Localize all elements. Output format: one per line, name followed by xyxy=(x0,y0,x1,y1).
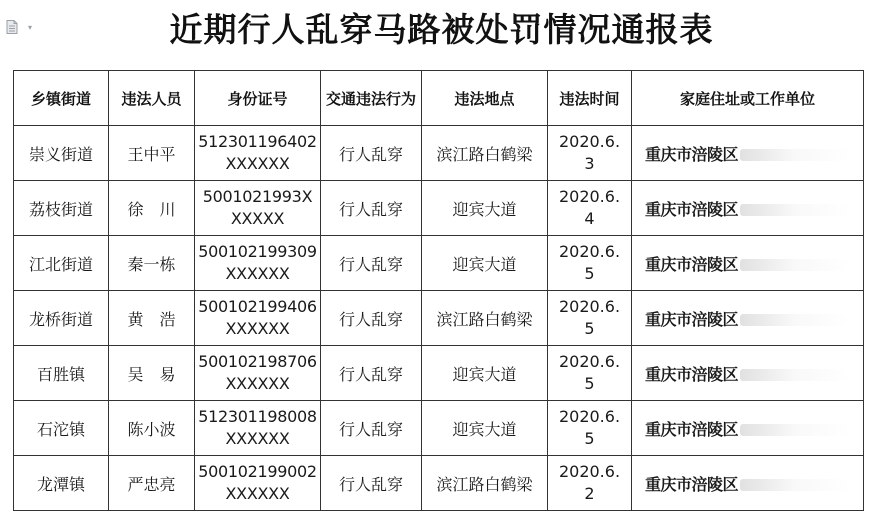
id-line-2: XXXXXX xyxy=(225,484,290,503)
redaction-blur xyxy=(740,424,850,436)
table-row xyxy=(14,346,864,401)
cell-location: 滨江路白鹤梁 xyxy=(422,291,548,346)
redaction-blur xyxy=(740,149,850,161)
id-line-2: XXXXXX xyxy=(225,319,290,338)
id-line-1: 512301198008 xyxy=(198,407,317,426)
cell-date xyxy=(548,126,632,181)
id-line-2: XXXXXX xyxy=(225,374,290,393)
unit-text: 重庆市涪陵区 xyxy=(644,199,738,219)
header-violator: 违法人员 xyxy=(109,71,195,126)
header-location: 违法地点 xyxy=(422,71,548,126)
id-line-1: 500102199002 xyxy=(198,462,317,481)
cell-id-number xyxy=(195,346,321,401)
cell-street: 崇义街道 xyxy=(14,126,109,181)
table-header xyxy=(14,71,864,126)
cell-behavior: 行人乱穿 xyxy=(321,346,422,401)
caret-down-icon[interactable]: ▾ xyxy=(28,23,33,32)
unit-text: 重庆市涪陵区 xyxy=(644,254,738,274)
cell-behavior: 行人乱穿 xyxy=(321,456,422,511)
unit-text: 重庆市涪陵区 xyxy=(644,474,738,494)
date-line-1: 2020.6. xyxy=(558,352,621,371)
cell-unit xyxy=(632,126,864,181)
date-line-2: 5 xyxy=(584,374,595,393)
cell-name: 吴 易 xyxy=(109,346,195,401)
cell-date xyxy=(548,291,632,346)
date-line-2: 3 xyxy=(584,154,595,173)
cell-id-number xyxy=(195,236,321,291)
unit-text: 重庆市涪陵区 xyxy=(644,144,738,164)
cell-location: 迎宾大道 xyxy=(422,401,548,456)
date-line-2: 5 xyxy=(584,319,595,338)
cell-unit xyxy=(632,401,864,456)
header-address-unit: 家庭住址或工作单位 xyxy=(632,71,864,126)
cell-date xyxy=(548,456,632,511)
cell-name: 黄 浩 xyxy=(109,291,195,346)
unit-text: 重庆市涪陵区 xyxy=(644,309,738,329)
date-line-1: 2020.6. xyxy=(558,297,621,316)
cell-id-number xyxy=(195,401,321,456)
cell-street: 石沱镇 xyxy=(14,401,109,456)
cell-id-number xyxy=(195,181,321,236)
redaction-blur xyxy=(740,204,850,216)
id-line-2: XXXXXX xyxy=(225,264,290,283)
id-line-1: 500102199309 xyxy=(198,242,317,261)
header-time: 违法时间 xyxy=(548,71,632,126)
date-line-2: 4 xyxy=(584,209,595,228)
table-row xyxy=(14,401,864,456)
id-line-1: 512301196402 xyxy=(198,132,317,151)
date-line-1: 2020.6. xyxy=(558,462,621,481)
date-line-2: 5 xyxy=(584,264,595,283)
id-line-2: XXXXXX xyxy=(225,429,290,448)
cell-date xyxy=(548,181,632,236)
header-id-number: 身份证号 xyxy=(195,71,321,126)
cell-street: 荔枝街道 xyxy=(14,181,109,236)
unit-text: 重庆市涪陵区 xyxy=(644,364,738,384)
cell-name: 严忠亮 xyxy=(109,456,195,511)
cell-location: 迎宾大道 xyxy=(422,346,548,401)
cell-behavior: 行人乱穿 xyxy=(321,236,422,291)
cell-name: 陈小波 xyxy=(109,401,195,456)
table-row xyxy=(14,236,864,291)
cell-location: 迎宾大道 xyxy=(422,236,548,291)
cell-street: 百胜镇 xyxy=(14,346,109,401)
cell-date xyxy=(548,401,632,456)
id-line-2: XXXXXX xyxy=(225,154,290,173)
date-line-1: 2020.6. xyxy=(558,187,621,206)
date-line-2: 5 xyxy=(584,429,595,448)
cell-unit xyxy=(632,236,864,291)
page-title: 近期行人乱穿马路被处罚情况通报表 xyxy=(169,10,714,49)
cell-unit xyxy=(632,291,864,346)
cell-behavior: 行人乱穿 xyxy=(321,291,422,346)
cell-unit xyxy=(632,456,864,511)
id-line-1: 500102198706 xyxy=(198,352,317,371)
cell-behavior: 行人乱穿 xyxy=(321,401,422,456)
cell-location: 滨江路白鹤梁 xyxy=(422,456,548,511)
cell-date xyxy=(548,346,632,401)
cell-name: 王中平 xyxy=(109,126,195,181)
redaction-blur xyxy=(740,314,850,326)
cell-id-number xyxy=(195,456,321,511)
cell-street: 龙桥街道 xyxy=(14,291,109,346)
header-row xyxy=(14,71,864,126)
table-body xyxy=(14,126,864,511)
redaction-blur xyxy=(740,369,850,381)
date-line-1: 2020.6. xyxy=(558,407,621,426)
id-line-1: 500102199406 xyxy=(198,297,317,316)
cell-location: 滨江路白鹤梁 xyxy=(422,126,548,181)
unit-text: 重庆市涪陵区 xyxy=(644,419,738,439)
cell-name: 徐 川 xyxy=(109,181,195,236)
table-row xyxy=(14,291,864,346)
report-table xyxy=(13,70,864,511)
cell-name: 秦一栋 xyxy=(109,236,195,291)
cell-unit xyxy=(632,346,864,401)
header-violation: 交通违法行为 xyxy=(321,71,422,126)
redaction-blur xyxy=(740,259,850,271)
cell-id-number xyxy=(195,291,321,346)
cell-behavior: 行人乱穿 xyxy=(321,181,422,236)
table-row xyxy=(14,456,864,511)
table-row xyxy=(14,181,864,236)
header-street: 乡镇街道 xyxy=(14,71,109,126)
cell-street: 江北街道 xyxy=(14,236,109,291)
cell-unit xyxy=(632,181,864,236)
id-line-2: XXXXX xyxy=(230,209,285,228)
cell-date xyxy=(548,236,632,291)
cell-behavior: 行人乱穿 xyxy=(321,126,422,181)
date-line-2: 2 xyxy=(584,484,595,503)
date-line-1: 2020.6. xyxy=(558,132,621,151)
cell-id-number xyxy=(195,126,321,181)
id-line-1: 5001021993X xyxy=(202,187,313,206)
table-row xyxy=(14,126,864,181)
redaction-blur xyxy=(740,479,850,491)
cell-street: 龙潭镇 xyxy=(14,456,109,511)
cell-location: 迎宾大道 xyxy=(422,181,548,236)
date-line-1: 2020.6. xyxy=(558,242,621,261)
